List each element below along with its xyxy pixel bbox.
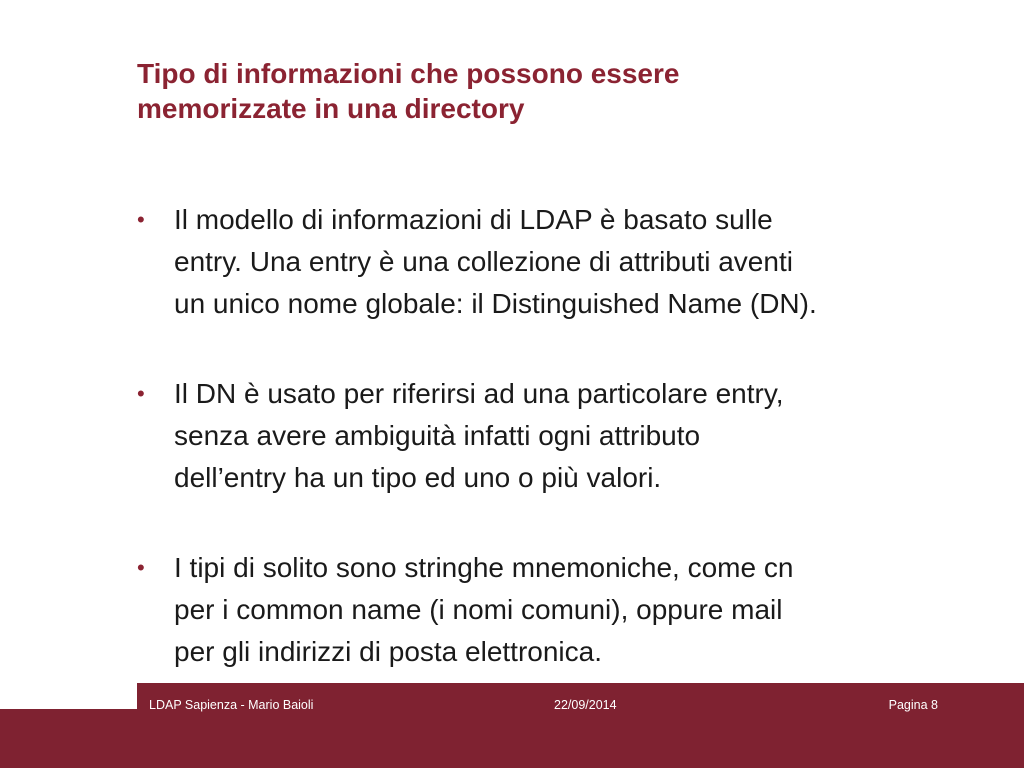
slide-title bbox=[137, 56, 957, 126]
bullet-dot-icon: • bbox=[137, 555, 145, 580]
bullet-line: senza avere ambiguità infatti ogni attributo bbox=[174, 420, 701, 451]
bullet-text bbox=[174, 199, 986, 325]
bullet-line: entry. Una entry è una collezione di attributi aventi bbox=[174, 246, 793, 277]
footer-bar bbox=[137, 683, 1024, 728]
bullet-line: un unico nome globale: il Distinguished Name (DN). bbox=[174, 288, 817, 319]
bullet-line: per i common name (i nomi comuni), oppure mail bbox=[174, 594, 783, 625]
footer-date: 22/09/2014 bbox=[554, 698, 617, 712]
bullet-dot-icon: • bbox=[137, 381, 145, 406]
bullet-text bbox=[174, 547, 986, 673]
bullet-line: Il DN è usato per riferirsi ad una particolare entry, bbox=[174, 378, 784, 409]
bullet-line: I tipi di solito sono stringhe mnemoniche, come cn bbox=[174, 552, 794, 583]
bullet-line: dell’entry ha un tipo ed uno o più valori. bbox=[174, 462, 662, 493]
footer-author: LDAP Sapienza - Mario Baioli bbox=[149, 698, 314, 712]
slide-title-line: memorizzate in una directory bbox=[137, 93, 525, 124]
bullet-line: per gli indirizzi di posta elettronica. bbox=[174, 636, 602, 667]
bullet-text bbox=[174, 373, 986, 499]
bullet-line: Il modello di informazioni di LDAP è basato sulle bbox=[174, 204, 773, 235]
bullet-dot-icon: • bbox=[137, 207, 145, 232]
slide-title-line: Tipo di informazioni che possono essere bbox=[137, 58, 680, 89]
footer-page-number: Pagina 8 bbox=[888, 698, 938, 712]
